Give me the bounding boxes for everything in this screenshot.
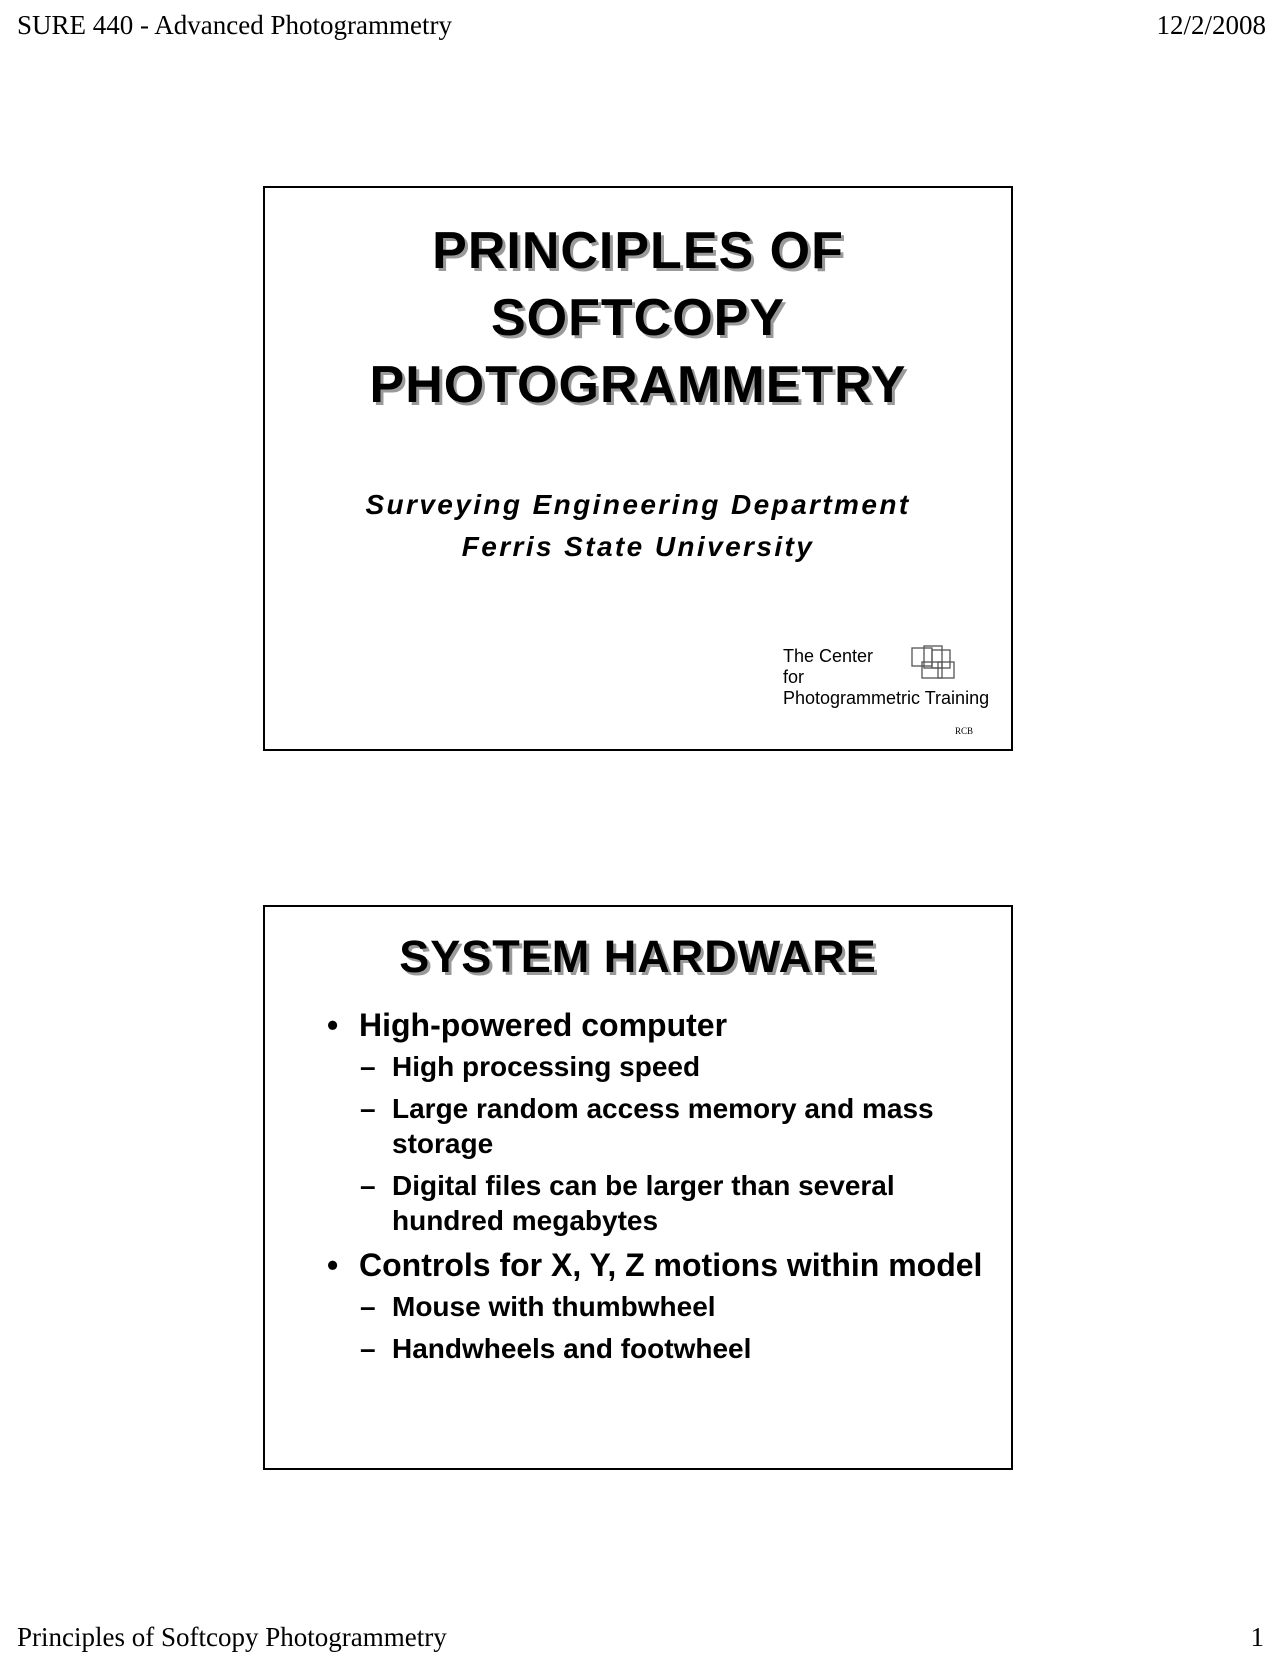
sub-bullet-item <box>327 1091 987 1161</box>
sub-bullet-text: Mouse with thumbwheel <box>392 1291 716 1322</box>
title-line: PRINCIPLES OF <box>432 222 844 280</box>
logo-line: The Center <box>783 646 874 666</box>
running-footer-title: Principles of Softcopy Photogrammetry <box>17 1622 447 1652</box>
sub-bullet-mark: – <box>360 1291 376 1322</box>
title-line: SOFTCOPY <box>490 289 786 347</box>
subtitle-university: Ferris State University <box>461 531 815 562</box>
slide-system-hardware <box>263 905 1013 1470</box>
bullet-text: Controls for X, Y, Z motions within model <box>359 1247 983 1283</box>
sub-bullet-text: Digital files can be larger than several hundred megabytes <box>392 1170 895 1236</box>
author-initials: RCB <box>955 726 974 736</box>
sub-bullet-item <box>327 1331 987 1366</box>
bullet-mark: • <box>327 1007 339 1043</box>
page-number: 1 <box>1250 1622 1264 1652</box>
bullet-item <box>327 1005 987 1045</box>
sub-bullet-text: Handwheels and footwheel <box>392 1333 752 1364</box>
sub-bullet-mark: – <box>360 1093 376 1124</box>
bullet-list <box>327 1005 987 1373</box>
running-header-date: 12/2/2008 <box>1156 10 1266 40</box>
bullet-mark: • <box>327 1247 339 1283</box>
slide-subtitle <box>265 484 1011 568</box>
sub-bullet-text: High processing speed <box>392 1051 701 1082</box>
slide-title <box>263 186 1013 751</box>
sub-bullet-text: Large random access memory and mass storage <box>392 1093 934 1159</box>
subtitle-department: Surveying Engineering Department <box>365 489 911 520</box>
title-line: PHOTOGRAMMETRY <box>369 356 907 414</box>
bullet-text: High-powered computer <box>359 1007 728 1043</box>
sub-bullet-mark: – <box>360 1333 376 1364</box>
logo-line: for <box>783 667 805 687</box>
bullet-item <box>327 1245 987 1285</box>
sub-bullet-mark: – <box>360 1170 376 1201</box>
slide-heading: SYSTEM HARDWARE <box>399 931 877 982</box>
sub-bullet-mark: – <box>360 1051 376 1082</box>
overlapping-frames-icon <box>910 644 960 684</box>
sub-bullet-item <box>327 1168 987 1238</box>
logo-line: Photogrammetric Training <box>783 688 990 708</box>
slide-title-heading <box>265 218 1011 419</box>
running-header-course: SURE 440 - Advanced Photogrammetry <box>17 10 452 40</box>
sub-bullet-item <box>327 1289 987 1324</box>
sub-bullet-item <box>327 1049 987 1084</box>
